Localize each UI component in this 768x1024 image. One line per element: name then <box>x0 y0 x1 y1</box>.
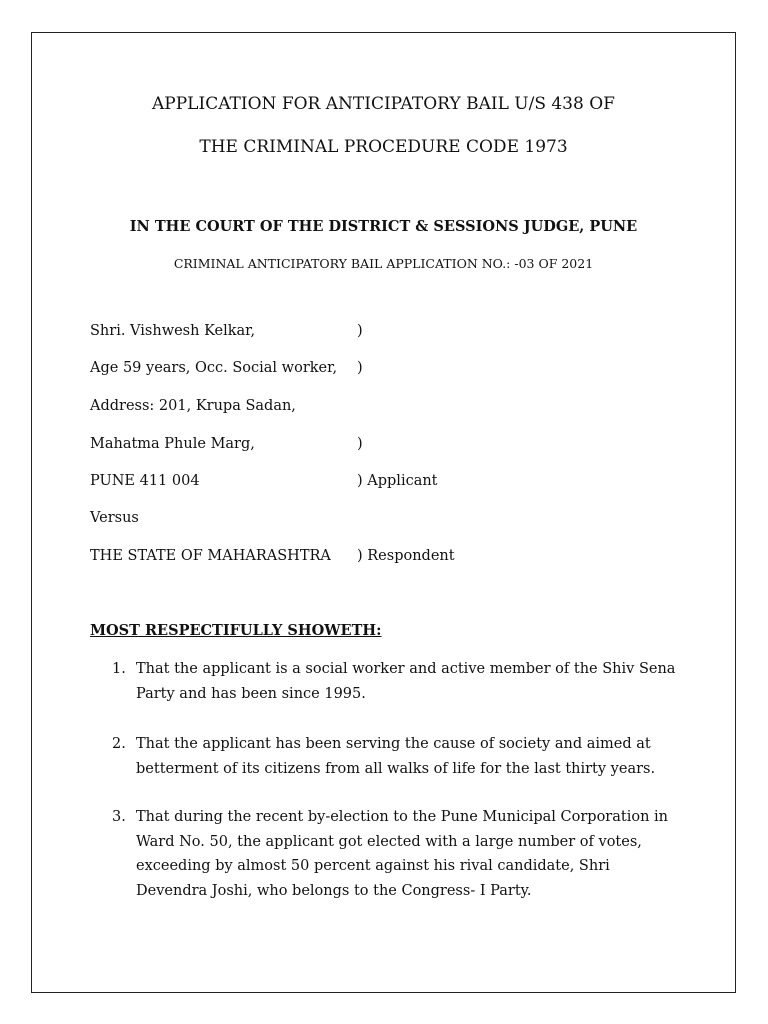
paragraph-number: 3. <box>112 809 126 825</box>
applicant-address-line-1: Address: 201, Krupa Sadan, <box>90 398 296 414</box>
applicant-age-occupation: Age 59 years, Occ. Social worker, <box>90 360 338 376</box>
paragraph-line: That the applicant has been serving the cause of society and aimed at <box>136 736 651 752</box>
paragraph-line: betterment of its citizens from all walks of life for the last thirty years. <box>136 760 656 777</box>
paragraph-line: Devendra Joshi, who belongs to the Congress- I Party. <box>136 882 532 899</box>
paragraph-3 <box>112 805 692 903</box>
paragraph-number: 2. <box>112 736 126 752</box>
paragraph-line: exceeding by almost 50 percent against his rival candidate, Shri <box>136 858 610 874</box>
title-line-1: APPLICATION FOR ANTICIPATORY BAIL U/S 438 OF <box>152 94 615 114</box>
versus-label: Versus <box>90 510 139 526</box>
applicant-bracket-2: ) <box>357 360 363 376</box>
title-line-2: THE CRIMINAL PROCEDURE CODE 1973 <box>199 137 568 157</box>
application-number: CRIMINAL ANTICIPATORY BAIL APPLICATION NO.: -03 OF 2021 <box>173 256 594 271</box>
court-heading: IN THE COURT OF THE DISTRICT & SESSIONS JUDGE, PUNE <box>129 218 638 235</box>
paragraph-number: 1. <box>112 661 126 677</box>
paragraph-line: That the applicant is a social worker and active member of the Shiv Sena <box>136 661 676 677</box>
respondent-role-label: ) Respondent <box>357 548 455 564</box>
paragraph-line: Ward No. 50, the applicant got elected with a large number of votes, <box>136 833 642 850</box>
applicant-bracket-1: ) <box>357 323 363 339</box>
respondent-name: THE STATE OF MAHARASHTRA <box>90 548 331 564</box>
showeth-heading: MOST RESPECTIFULLY SHOWETH: <box>90 622 382 639</box>
applicant-bracket-4: ) <box>357 436 363 452</box>
applicant-name: Shri. Vishwesh Kelkar, <box>90 323 256 339</box>
paragraph-2 <box>112 732 692 781</box>
applicant-city-pin: PUNE 411 004 <box>90 473 200 489</box>
applicant-address-line-2: Mahatma Phule Marg, <box>90 436 255 452</box>
paragraph-line: Party and has been since 1995. <box>136 685 366 702</box>
paragraph-line: That during the recent by-election to the Pune Municipal Corporation in <box>136 809 668 825</box>
paragraph-1 <box>112 657 692 706</box>
applicant-role-label: ) Applicant <box>357 473 438 489</box>
